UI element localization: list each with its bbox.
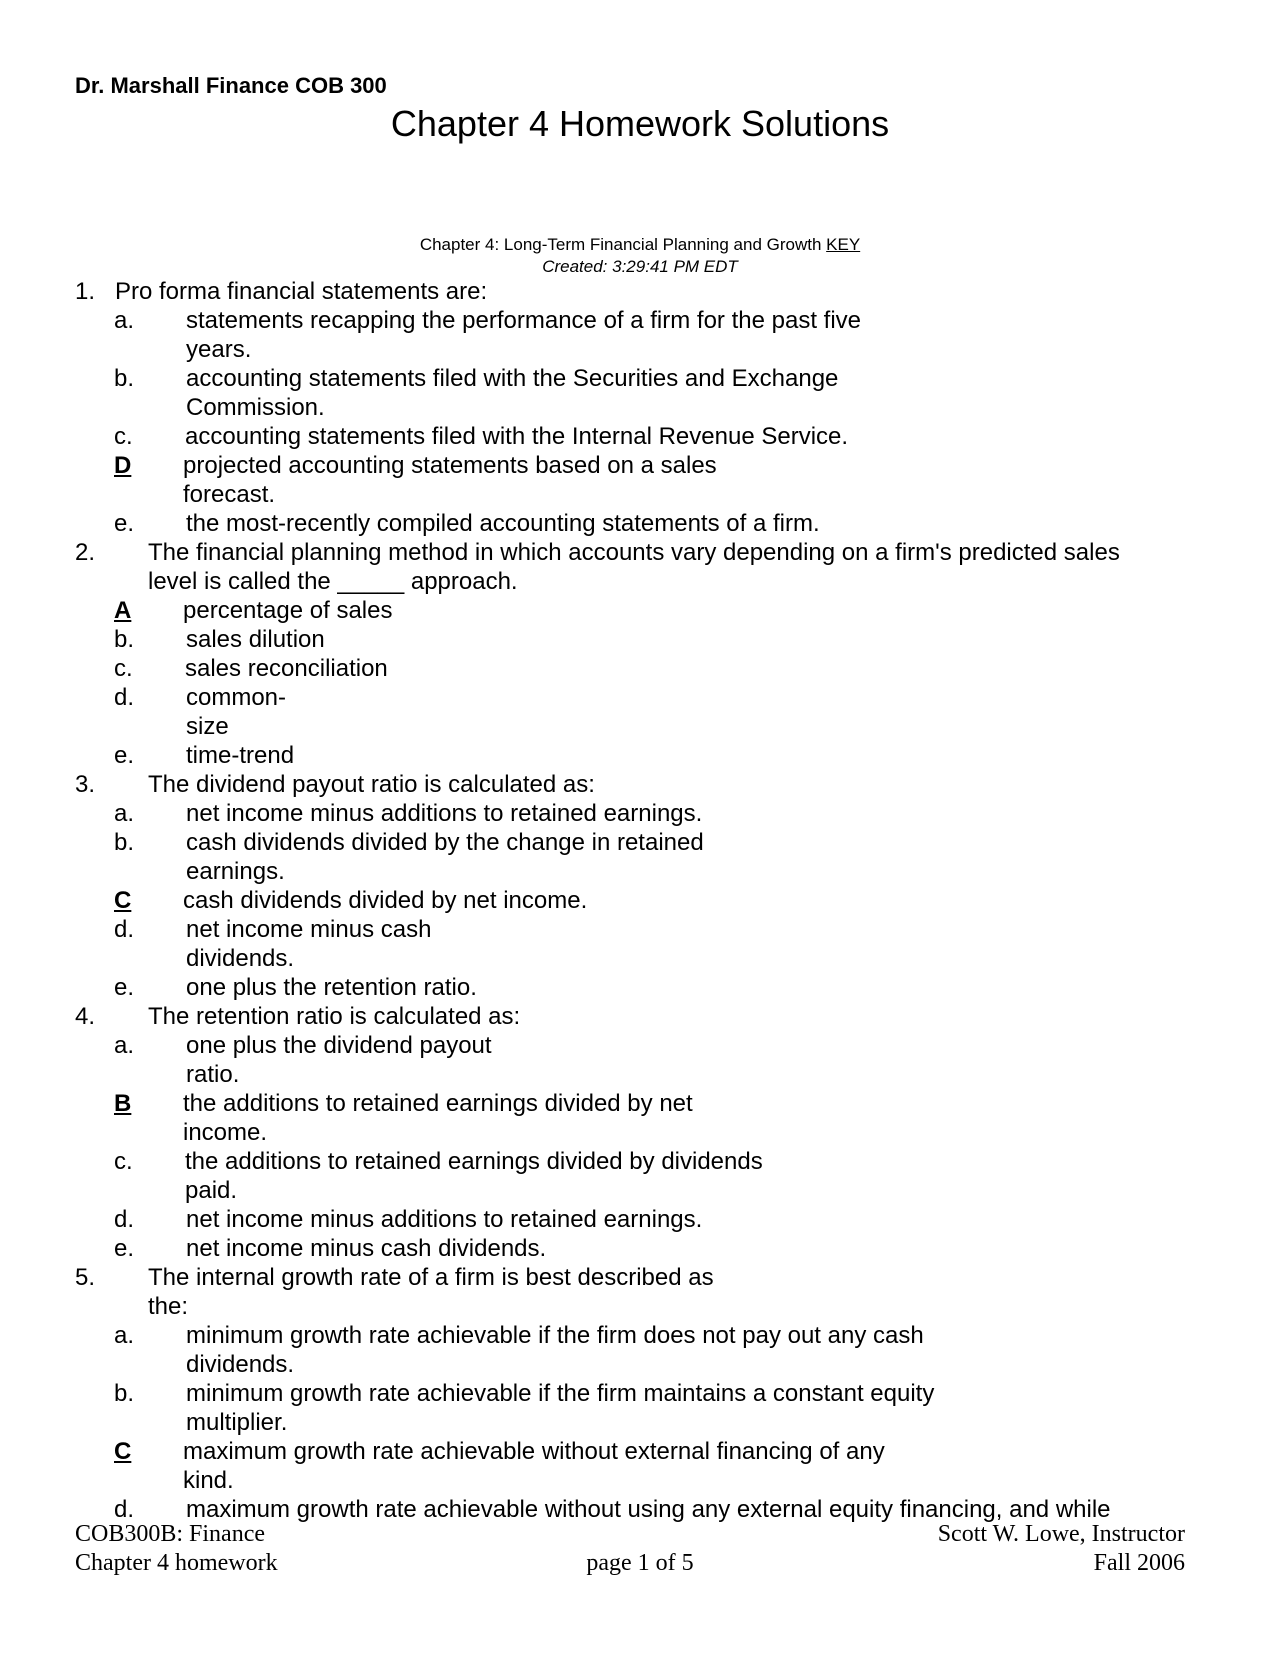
question-2-text: The financial planning method in which accounts vary depending on a firm's predicted sales bbox=[148, 539, 1120, 566]
option-text: net income minus cash bbox=[186, 916, 432, 943]
option-text: cash dividends divided by net income. bbox=[183, 887, 588, 914]
question-3-text: The dividend payout ratio is calculated as: bbox=[148, 771, 595, 798]
option-text: forecast. bbox=[183, 481, 276, 508]
option-text: accounting statements filed with the Securities and Exchange bbox=[186, 365, 839, 392]
option-text: time-trend bbox=[186, 742, 295, 769]
answer-letter: B bbox=[114, 1090, 132, 1117]
question-1-number: 1. bbox=[75, 278, 96, 305]
key-label: KEY bbox=[826, 235, 861, 254]
created-timestamp: Created: 3:29:41 PM EDT bbox=[542, 257, 738, 276]
option-text: ratio. bbox=[186, 1061, 240, 1088]
question-1-text: Pro forma financial statements are: bbox=[115, 278, 488, 305]
option-text: income. bbox=[183, 1119, 268, 1146]
question-5-text: the: bbox=[148, 1293, 189, 1320]
question-5-text: The internal growth rate of a firm is best described as bbox=[148, 1264, 714, 1291]
option-letter: d. bbox=[114, 1496, 135, 1523]
option-text: common- bbox=[186, 684, 287, 711]
footer-chapter: Chapter 4 homework bbox=[75, 1550, 278, 1576]
option-text: maximum growth rate achievable without external financing of any bbox=[183, 1438, 885, 1465]
option-letter: b. bbox=[114, 626, 135, 653]
option-text: projected accounting statements based on a sales bbox=[183, 452, 717, 479]
option-letter: e. bbox=[114, 510, 135, 537]
option-letter: a. bbox=[114, 800, 135, 827]
option-letter: d. bbox=[114, 916, 135, 943]
option-text: net income minus additions to retained earnings. bbox=[186, 1206, 703, 1233]
question-5-number: 5. bbox=[75, 1264, 96, 1291]
subtitle-text: Chapter 4: Long-Term Financial Planning and Growth bbox=[419, 235, 827, 254]
option-text: sales reconciliation bbox=[185, 655, 388, 682]
option-letter: c. bbox=[114, 423, 133, 450]
option-letter: c. bbox=[114, 1148, 133, 1175]
question-3-number: 3. bbox=[75, 771, 96, 798]
option-text: dividends. bbox=[186, 945, 295, 972]
option-text: statements recapping the performance of a firm for the past five bbox=[186, 307, 861, 334]
option-letter: b. bbox=[114, 1380, 135, 1407]
option-text: sales dilution bbox=[186, 626, 325, 653]
option-letter: b. bbox=[114, 829, 135, 856]
question-4-text: The retention ratio is calculated as: bbox=[148, 1003, 521, 1030]
option-letter: e. bbox=[114, 1235, 135, 1262]
page-title: Chapter 4 Homework Solutions bbox=[390, 103, 890, 144]
option-text: one plus the retention ratio. bbox=[186, 974, 477, 1001]
option-text: kind. bbox=[183, 1467, 234, 1494]
answer-letter: C bbox=[114, 1438, 132, 1465]
option-text: cash dividends divided by the change in retained bbox=[186, 829, 704, 856]
option-text: net income minus cash dividends. bbox=[186, 1235, 547, 1262]
footer-course: COB300B: Finance bbox=[75, 1521, 265, 1547]
option-letter: a. bbox=[114, 1032, 135, 1059]
question-2-number: 2. bbox=[75, 539, 96, 566]
option-text: the additions to retained earnings divided by net bbox=[183, 1090, 693, 1117]
option-text: years. bbox=[186, 336, 252, 363]
option-text: net income minus additions to retained earnings. bbox=[186, 800, 703, 827]
option-text: accounting statements filed with the Internal Revenue Service. bbox=[185, 423, 849, 450]
option-text: size bbox=[186, 713, 229, 740]
footer-instructor: Scott W. Lowe, Instructor bbox=[937, 1521, 1185, 1547]
option-letter: a. bbox=[114, 1322, 135, 1349]
option-text: dividends. bbox=[186, 1351, 295, 1378]
question-4-number: 4. bbox=[75, 1003, 96, 1030]
option-letter: d. bbox=[114, 1206, 135, 1233]
option-text: one plus the dividend payout bbox=[186, 1032, 492, 1059]
option-letter: e. bbox=[114, 742, 135, 769]
course-header: Dr. Marshall Finance COB 300 bbox=[75, 73, 387, 98]
option-text: earnings. bbox=[186, 858, 285, 885]
option-text: maximum growth rate achievable without using any external equity financing, and while bbox=[186, 1496, 1111, 1523]
option-text: minimum growth rate achievable if the firm does not pay out any cash bbox=[186, 1322, 924, 1349]
option-text: Commission. bbox=[186, 394, 325, 421]
option-text: minimum growth rate achievable if the firm maintains a constant equity bbox=[186, 1380, 935, 1407]
option-text: the additions to retained earnings divided by dividends bbox=[185, 1148, 763, 1175]
subtitle bbox=[0, 234, 1280, 256]
footer-term: Fall 2006 bbox=[1093, 1550, 1185, 1576]
answer-letter: C bbox=[114, 887, 132, 914]
option-letter: d. bbox=[114, 684, 135, 711]
option-letter: c. bbox=[114, 655, 133, 682]
option-letter: b. bbox=[114, 365, 135, 392]
option-text: percentage of sales bbox=[183, 597, 393, 624]
option-text: paid. bbox=[185, 1177, 238, 1204]
answer-letter: D bbox=[114, 452, 132, 479]
answer-letter: A bbox=[114, 597, 132, 624]
footer-page-number: page 1 of 5 bbox=[586, 1550, 694, 1576]
option-letter: a. bbox=[114, 307, 135, 334]
option-text: the most-recently compiled accounting statements of a firm. bbox=[186, 510, 820, 537]
option-text: multiplier. bbox=[186, 1409, 288, 1436]
option-letter: e. bbox=[114, 974, 135, 1001]
question-2-text: level is called the _____ approach. bbox=[148, 568, 518, 595]
